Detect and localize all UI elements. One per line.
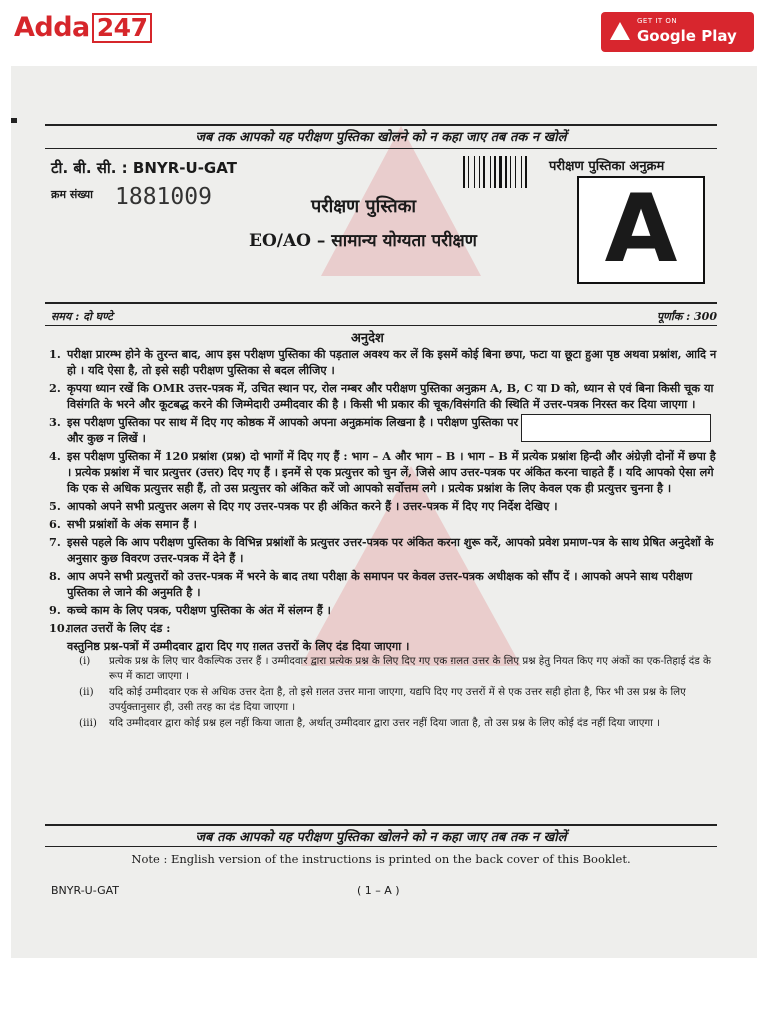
instruction-item: 2. कृपया ध्यान रखें कि OMR उत्तर-पत्रक में, उचित स्थान पर, रोल नम्बर और परीक्षण पुस्तिका अनुक्रम A, B, C या D को, ध्यान से एवं बिना किसी चूक या विसंगति के भरने और कूटबद्ध करने की जिम्मेदारी उम्मीदवार की है । किसी भी प्रकार की चूक/विसंगति की स्थिति में उत्तर-पत्रक निरस्त कर दिया जाएगा । bbox=[49, 381, 714, 411]
site-header bbox=[0, 0, 768, 62]
instruction-item: 4. इस परीक्षण पुस्तिका में 120 प्रश्नांश (प्रश्न) दो भागों में दिए गए हैं : भाग – A और भाग – B । भाग – B में प्रत्येक प्रश्नांश हिन्दी और अंग्रेज़ी दोनों में छपा है । प्रत्येक प्रश्नांश में चार प्रत्युत्तर (उत्तर) दिए गए हैं । इनमें से एक प्रत्युत्तर को चुन लें, जिसे आप उत्तर-पत्रक पर अंकित करना चाहते हैं । यदि आपको ऐसा लगे कि एक से अधिक प्रत्युत्तर सही हैं, तो उस प्रत्युत्तर को अंकित करें जो आपको सर्वोत्तम लगे । प्रत्येक प्रश्नांश के लिए केवल एक ही प्रत्युत्तर चुनना है । bbox=[49, 449, 716, 495]
logo-text: Adda bbox=[14, 12, 90, 43]
adda247-watermark: 247 bbox=[251, 106, 551, 766]
roll-number-box[interactable] bbox=[521, 414, 711, 442]
series-box bbox=[577, 176, 705, 284]
instruction-item: 8. आप अपने सभी प्रत्युत्तरों को उत्तर-पत्रक में भरने के बाद तथा परीक्षा के समापन पर केवल उत्तर-पत्रक अधीक्षक को सौंप दें । आपको अपने साथ परीक्षण पुस्तिका ले जाने की अनुमति है । bbox=[49, 569, 693, 599]
booklet-series-label: परीक्षण पुस्तिका अनुक्रम bbox=[549, 159, 665, 174]
store-name: Google Play bbox=[637, 27, 737, 45]
mid-rule bbox=[45, 302, 717, 304]
serial-number: 1881009 bbox=[115, 184, 212, 210]
time-allowed: समय : दो घण्टे bbox=[51, 310, 113, 323]
top-warning: जब तक आपको यह परीक्षण पुस्तिका खोलने को न कहा जाए तब तक न खोलें bbox=[195, 130, 567, 145]
instruction-item: 1. परीक्षा प्रारम्भ होने के तुरन्त बाद, आप इस परीक्षण पुस्तिका की पड़ताल अवश्य कर लें कि इसमें कोई बिना छपा, फटा या छूटा हुआ पृष्ठ अथवा प्रश्नांश, आदि न हो । यदि ऐसा है, तो इसे सही परीक्षण पुस्तिका से बदल लीजिए । bbox=[49, 347, 717, 377]
series-letter: A bbox=[604, 175, 678, 284]
booklet-title: परीक्षण पुस्तिका bbox=[311, 196, 417, 217]
instruction-item: 9. कच्चे काम के लिए पत्रक, परीक्षण पुस्तिका के अंत में संलग्न हैं । bbox=[49, 603, 331, 617]
instruction-item: 3. इस परीक्षण पुस्तिका पर साथ में दिए गए कोष्ठक में आपको अपना अनुक्रमांक लिखना है । परीक्षण पुस्तिका पर और कुछ न लिखें । bbox=[49, 414, 721, 446]
instruction-item: 10. ग़लत उत्तरों के लिए दंड : bbox=[49, 621, 171, 635]
logo-number: 247 bbox=[92, 13, 153, 43]
top-rule-2 bbox=[45, 148, 717, 149]
adda247-logo[interactable] bbox=[14, 12, 152, 43]
exam-title: EO/AO – सामान्य योग्यता परीक्षण bbox=[249, 231, 477, 251]
penalty-heading: वस्तुनिष्ठ प्रश्न-पत्रों में उम्मीदवार द्वारा दिए गए ग़लत उत्तरों के लिए दंड दिया जाएगा । bbox=[67, 639, 410, 653]
footer-code: BNYR-U-GAT bbox=[51, 884, 119, 897]
adda-app-icon bbox=[610, 22, 630, 40]
instruction-item: 5. आपको अपने सभी प्रत्युत्तर अलग से दिए गए उत्तर-पत्रक पर ही अंकित करने हैं । उत्तर-पत्रक में दिए गए निर्देश देखिए । bbox=[49, 499, 558, 513]
instructions-list bbox=[49, 346, 721, 732]
barcode bbox=[463, 156, 537, 188]
bottom-rule bbox=[45, 824, 717, 826]
instruction-item: 7. इससे पहले कि आप परीक्षण पुस्तिका के विभिन्न प्रश्नांशों के प्रत्युत्तर उत्तर-पत्रक पर अंकित करना शुरू करें, आपको प्रवेश प्रमाण-पत्र के साथ प्रेषित अनुदेशों के अनुसार कुछ विवरण उत्तर-पत्रक में देने हैं । bbox=[49, 535, 714, 565]
serial-label: क्रम संख्या bbox=[51, 188, 93, 201]
tbc-code: टी. बी. सी. : BNYR-U-GAT bbox=[51, 159, 237, 177]
penalty-item: (ii) यदि कोई उम्मीदवार एक से अधिक उत्तर देता है, तो इसे ग़लत उत्तर माना जाएगा, यद्यपि दिए गए उत्तरों में से एक उत्तर सही होता है, फिर भी उस प्रश्न के लिए उपर्युक्तानुसार ही, उसी तरह का दंड दिया जाएगा । bbox=[79, 686, 686, 713]
penalty-item: (i) प्रत्येक प्रश्न के लिए चार वैकल्पिक उत्तर हैं । उम्मीदवार द्वारा प्रत्येक प्रश्न के लिए दिए गए एक ग़लत उत्तर के लिए प्रश्न हेतु नियत किए गए अंकों का एक-तिहाई दंड के रूप में काटा जाएगा । bbox=[79, 655, 711, 682]
scanned-question-booklet-page bbox=[11, 66, 757, 958]
top-rule bbox=[45, 124, 717, 126]
penalty-item: (iii) यदि उम्मीदवार द्वारा कोई प्रश्न हल नहीं किया जाता है, अर्थात् उम्मीदवार द्वारा उत्तर नहीं दिया जाता है, तो उस प्रश्न के लिए कोई दंड नहीं दिया जाएगा । bbox=[79, 717, 661, 729]
footer-page-number: ( 1 – A ) bbox=[357, 884, 400, 897]
english-version-note: Note : English version of the instructions is printed on the back cover of this Booklet. bbox=[131, 852, 631, 866]
scan-mark bbox=[11, 118, 17, 123]
maximum-marks: पूर्णांक : 300 bbox=[656, 310, 717, 323]
bottom-rule-2 bbox=[45, 846, 717, 847]
instruction-item: 6. सभी प्रश्नांशों के अंक समान हैं । bbox=[49, 517, 197, 531]
mid-rule-2 bbox=[45, 325, 717, 326]
instructions-heading: अनुदेश bbox=[351, 331, 384, 346]
store-caption: GET IT ON bbox=[637, 17, 678, 25]
google-play-button[interactable] bbox=[601, 12, 754, 52]
bottom-warning: जब तक आपको यह परीक्षण पुस्तिका खोलने को न कहा जाए तब तक न खोलें bbox=[195, 830, 567, 845]
